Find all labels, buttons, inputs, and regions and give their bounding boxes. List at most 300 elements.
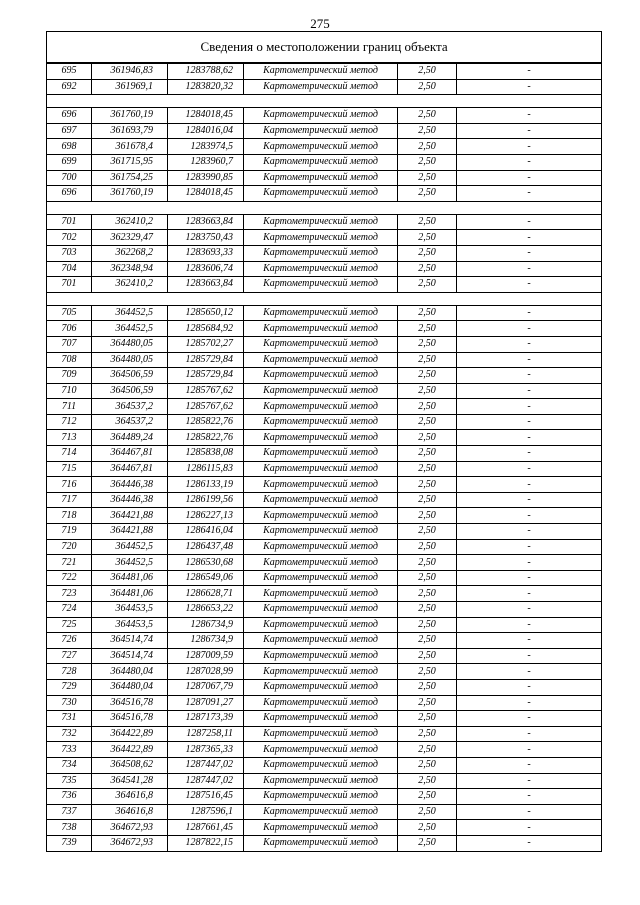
point-number-cell: 719 — [47, 524, 92, 540]
method-cell: Картометрический метод — [244, 570, 398, 586]
y-coordinate-cell: 1285650,12 — [168, 305, 244, 321]
method-cell: Картометрический метод — [244, 446, 398, 462]
x-coordinate-cell: 364506,59 — [92, 383, 168, 399]
note-cell: - — [457, 555, 602, 571]
precision-cell: 2,50 — [398, 277, 457, 293]
method-cell: Картометрический метод — [244, 430, 398, 446]
precision-cell: 2,50 — [398, 186, 457, 202]
precision-cell: 2,50 — [398, 123, 457, 139]
table-row — [47, 461, 602, 477]
method-cell: Картометрический метод — [244, 773, 398, 789]
note-cell: - — [457, 679, 602, 695]
note-cell: - — [457, 186, 602, 202]
x-coordinate-cell: 364480,05 — [92, 352, 168, 368]
point-number-cell: 697 — [47, 123, 92, 139]
point-number-cell: 736 — [47, 789, 92, 805]
note-cell: - — [457, 477, 602, 493]
x-coordinate-cell: 364514,74 — [92, 648, 168, 664]
table-row — [47, 154, 602, 170]
method-cell: Картометрический метод — [244, 79, 398, 95]
note-cell: - — [457, 695, 602, 711]
precision-cell: 2,50 — [398, 820, 457, 836]
method-cell: Картометрический метод — [244, 336, 398, 352]
x-coordinate-cell: 364446,38 — [92, 477, 168, 493]
table-row — [47, 773, 602, 789]
method-cell: Картометрический метод — [244, 245, 398, 261]
method-cell: Картометрический метод — [244, 726, 398, 742]
x-coordinate-cell: 364537,2 — [92, 399, 168, 415]
table-row — [47, 617, 602, 633]
x-coordinate-cell: 364452,5 — [92, 539, 168, 555]
note-cell: - — [457, 277, 602, 293]
table-title: Сведения о местоположении границ объекта — [47, 32, 602, 64]
note-cell: - — [457, 586, 602, 602]
x-coordinate-cell: 364541,28 — [92, 773, 168, 789]
method-cell: Картометрический метод — [244, 679, 398, 695]
method-cell: Картометрический метод — [244, 352, 398, 368]
precision-cell: 2,50 — [398, 633, 457, 649]
point-number-cell: 701 — [47, 277, 92, 293]
y-coordinate-cell: 1283820,32 — [168, 79, 244, 95]
x-coordinate-cell: 364481,06 — [92, 586, 168, 602]
point-number-cell: 695 — [47, 63, 92, 79]
point-number-cell: 724 — [47, 602, 92, 618]
y-coordinate-cell: 1286133,19 — [168, 477, 244, 493]
precision-cell: 2,50 — [398, 321, 457, 337]
y-coordinate-cell: 1286416,04 — [168, 524, 244, 540]
method-cell: Картометрический метод — [244, 524, 398, 540]
point-number-cell: 702 — [47, 230, 92, 246]
precision-cell: 2,50 — [398, 555, 457, 571]
x-coordinate-cell: 364672,93 — [92, 820, 168, 836]
method-cell: Картометрический метод — [244, 492, 398, 508]
x-coordinate-cell: 364672,93 — [92, 835, 168, 851]
table-row — [47, 757, 602, 773]
x-coordinate-cell: 364452,5 — [92, 321, 168, 337]
method-cell: Картометрический метод — [244, 368, 398, 384]
method-cell: Картометрический метод — [244, 695, 398, 711]
y-coordinate-cell: 1286549,06 — [168, 570, 244, 586]
point-number-cell: 692 — [47, 79, 92, 95]
method-cell: Картометрический метод — [244, 633, 398, 649]
table-row — [47, 352, 602, 368]
note-cell: - — [457, 446, 602, 462]
method-cell: Картометрический метод — [244, 539, 398, 555]
table-row — [47, 186, 602, 202]
point-number-cell: 729 — [47, 679, 92, 695]
group-separator-row — [47, 95, 602, 108]
table-row — [47, 508, 602, 524]
method-cell: Картометрический метод — [244, 586, 398, 602]
table-row — [47, 664, 602, 680]
y-coordinate-cell: 1285822,76 — [168, 414, 244, 430]
method-cell: Картометрический метод — [244, 414, 398, 430]
table-row — [47, 214, 602, 230]
x-coordinate-cell: 364452,5 — [92, 305, 168, 321]
precision-cell: 2,50 — [398, 711, 457, 727]
x-coordinate-cell: 361969,1 — [92, 79, 168, 95]
y-coordinate-cell: 1287173,39 — [168, 711, 244, 727]
note-cell: - — [457, 245, 602, 261]
table-row — [47, 368, 602, 384]
point-number-cell: 725 — [47, 617, 92, 633]
note-cell: - — [457, 524, 602, 540]
note-cell: - — [457, 461, 602, 477]
y-coordinate-cell: 1285729,84 — [168, 368, 244, 384]
point-number-cell: 734 — [47, 757, 92, 773]
x-coordinate-cell: 361760,19 — [92, 108, 168, 124]
method-cell: Картометрический метод — [244, 648, 398, 664]
precision-cell: 2,50 — [398, 757, 457, 773]
table-row — [47, 261, 602, 277]
note-cell: - — [457, 305, 602, 321]
y-coordinate-cell: 1285767,62 — [168, 399, 244, 415]
precision-cell: 2,50 — [398, 726, 457, 742]
table-row — [47, 477, 602, 493]
y-coordinate-cell: 1284018,45 — [168, 108, 244, 124]
x-coordinate-cell: 364480,04 — [92, 664, 168, 680]
precision-cell: 2,50 — [398, 742, 457, 758]
group-separator-row — [47, 201, 602, 214]
point-number-cell: 738 — [47, 820, 92, 836]
y-coordinate-cell: 1286530,68 — [168, 555, 244, 571]
method-cell: Картометрический метод — [244, 757, 398, 773]
method-cell: Картометрический метод — [244, 139, 398, 155]
x-coordinate-cell: 364422,89 — [92, 742, 168, 758]
table-row — [47, 446, 602, 462]
table-row — [47, 820, 602, 836]
y-coordinate-cell: 1284018,45 — [168, 186, 244, 202]
table-row — [47, 633, 602, 649]
x-coordinate-cell: 364537,2 — [92, 414, 168, 430]
point-number-cell: 698 — [47, 139, 92, 155]
y-coordinate-cell: 1284016,04 — [168, 123, 244, 139]
note-cell: - — [457, 430, 602, 446]
note-cell: - — [457, 492, 602, 508]
note-cell: - — [457, 664, 602, 680]
note-cell: - — [457, 230, 602, 246]
precision-cell: 2,50 — [398, 154, 457, 170]
note-cell: - — [457, 321, 602, 337]
y-coordinate-cell: 1283693,33 — [168, 245, 244, 261]
y-coordinate-cell: 1286734,9 — [168, 617, 244, 633]
x-coordinate-cell: 362268,2 — [92, 245, 168, 261]
x-coordinate-cell: 364467,81 — [92, 446, 168, 462]
precision-cell: 2,50 — [398, 446, 457, 462]
x-coordinate-cell: 364489,24 — [92, 430, 168, 446]
y-coordinate-cell: 1287447,02 — [168, 757, 244, 773]
page-number: 275 — [310, 16, 330, 31]
x-coordinate-cell: 364422,89 — [92, 726, 168, 742]
table-row — [47, 586, 602, 602]
point-number-cell: 704 — [47, 261, 92, 277]
point-number-cell: 722 — [47, 570, 92, 586]
x-coordinate-cell: 364452,5 — [92, 555, 168, 571]
x-coordinate-cell: 364480,05 — [92, 336, 168, 352]
y-coordinate-cell: 1283990,85 — [168, 170, 244, 186]
y-coordinate-cell: 1286653,22 — [168, 602, 244, 618]
precision-cell: 2,50 — [398, 586, 457, 602]
table-row — [47, 789, 602, 805]
table-row — [47, 245, 602, 261]
method-cell: Картометрический метод — [244, 63, 398, 79]
x-coordinate-cell: 364467,81 — [92, 461, 168, 477]
precision-cell: 2,50 — [398, 477, 457, 493]
note-cell: - — [457, 214, 602, 230]
method-cell: Картометрический метод — [244, 186, 398, 202]
y-coordinate-cell: 1287661,45 — [168, 820, 244, 836]
x-coordinate-cell: 364453,5 — [92, 602, 168, 618]
precision-cell: 2,50 — [398, 524, 457, 540]
x-coordinate-cell: 361760,19 — [92, 186, 168, 202]
table-row — [47, 742, 602, 758]
precision-cell: 2,50 — [398, 430, 457, 446]
precision-cell: 2,50 — [398, 664, 457, 680]
y-coordinate-cell: 1286115,83 — [168, 461, 244, 477]
table-row — [47, 321, 602, 337]
point-number-cell: 711 — [47, 399, 92, 415]
y-coordinate-cell: 1283960,7 — [168, 154, 244, 170]
y-coordinate-cell: 1286437,48 — [168, 539, 244, 555]
note-cell: - — [457, 414, 602, 430]
x-coordinate-cell: 361754,25 — [92, 170, 168, 186]
method-cell: Картометрический метод — [244, 555, 398, 571]
precision-cell: 2,50 — [398, 63, 457, 79]
y-coordinate-cell: 1286227,13 — [168, 508, 244, 524]
method-cell: Картометрический метод — [244, 664, 398, 680]
y-coordinate-cell: 1287365,33 — [168, 742, 244, 758]
x-coordinate-cell: 362410,2 — [92, 277, 168, 293]
x-coordinate-cell: 364616,8 — [92, 804, 168, 820]
x-coordinate-cell: 364506,59 — [92, 368, 168, 384]
y-coordinate-cell: 1287822,15 — [168, 835, 244, 851]
x-coordinate-cell: 362348,94 — [92, 261, 168, 277]
note-cell: - — [457, 617, 602, 633]
point-number-cell: 726 — [47, 633, 92, 649]
group-separator-row — [47, 292, 602, 305]
x-coordinate-cell: 361693,79 — [92, 123, 168, 139]
method-cell: Картометрический метод — [244, 602, 398, 618]
note-cell: - — [457, 108, 602, 124]
method-cell: Картометрический метод — [244, 835, 398, 851]
table-row — [47, 63, 602, 79]
precision-cell: 2,50 — [398, 508, 457, 524]
point-number-cell: 705 — [47, 305, 92, 321]
table-row — [47, 804, 602, 820]
note-cell: - — [457, 508, 602, 524]
table-row — [47, 835, 602, 851]
method-cell: Картометрический метод — [244, 820, 398, 836]
precision-cell: 2,50 — [398, 617, 457, 633]
y-coordinate-cell: 1285822,76 — [168, 430, 244, 446]
y-coordinate-cell: 1287447,02 — [168, 773, 244, 789]
point-number-cell: 708 — [47, 352, 92, 368]
y-coordinate-cell: 1287258,11 — [168, 726, 244, 742]
precision-cell: 2,50 — [398, 804, 457, 820]
x-coordinate-cell: 364481,06 — [92, 570, 168, 586]
precision-cell: 2,50 — [398, 695, 457, 711]
note-cell: - — [457, 789, 602, 805]
group-separator-cell — [47, 292, 602, 305]
table-row — [47, 430, 602, 446]
precision-cell: 2,50 — [398, 245, 457, 261]
note-cell: - — [457, 352, 602, 368]
method-cell: Картометрический метод — [244, 214, 398, 230]
point-number-cell: 703 — [47, 245, 92, 261]
point-number-cell: 714 — [47, 446, 92, 462]
table-row — [47, 570, 602, 586]
method-cell: Картометрический метод — [244, 461, 398, 477]
note-cell: - — [457, 336, 602, 352]
note-cell: - — [457, 726, 602, 742]
table-row — [47, 123, 602, 139]
y-coordinate-cell: 1286628,71 — [168, 586, 244, 602]
note-cell: - — [457, 539, 602, 555]
precision-cell: 2,50 — [398, 773, 457, 789]
point-number-cell: 735 — [47, 773, 92, 789]
method-cell: Картометрический метод — [244, 742, 398, 758]
y-coordinate-cell: 1285767,62 — [168, 383, 244, 399]
method-cell: Картометрический метод — [244, 508, 398, 524]
table-title-row — [47, 32, 602, 64]
point-number-cell: 733 — [47, 742, 92, 758]
y-coordinate-cell: 1283663,84 — [168, 277, 244, 293]
point-number-cell: 720 — [47, 539, 92, 555]
precision-cell: 2,50 — [398, 139, 457, 155]
precision-cell: 2,50 — [398, 835, 457, 851]
y-coordinate-cell: 1287596,1 — [168, 804, 244, 820]
note-cell: - — [457, 170, 602, 186]
point-number-cell: 706 — [47, 321, 92, 337]
y-coordinate-cell: 1287516,45 — [168, 789, 244, 805]
boundary-coordinates-table — [46, 31, 602, 852]
point-number-cell: 717 — [47, 492, 92, 508]
method-cell: Картометрический метод — [244, 477, 398, 493]
x-coordinate-cell: 362410,2 — [92, 214, 168, 230]
x-coordinate-cell: 364480,04 — [92, 679, 168, 695]
precision-cell: 2,50 — [398, 352, 457, 368]
point-number-cell: 723 — [47, 586, 92, 602]
table-row — [47, 139, 602, 155]
note-cell: - — [457, 570, 602, 586]
x-coordinate-cell: 362329,47 — [92, 230, 168, 246]
precision-cell: 2,50 — [398, 679, 457, 695]
method-cell: Картометрический метод — [244, 170, 398, 186]
table-row — [47, 648, 602, 664]
point-number-cell: 731 — [47, 711, 92, 727]
precision-cell: 2,50 — [398, 108, 457, 124]
point-number-cell: 699 — [47, 154, 92, 170]
point-number-cell: 696 — [47, 108, 92, 124]
y-coordinate-cell: 1286199,56 — [168, 492, 244, 508]
precision-cell: 2,50 — [398, 602, 457, 618]
point-number-cell: 696 — [47, 186, 92, 202]
y-coordinate-cell: 1286734,9 — [168, 633, 244, 649]
point-number-cell: 712 — [47, 414, 92, 430]
method-cell: Картометрический метод — [244, 277, 398, 293]
note-cell: - — [457, 399, 602, 415]
table-row — [47, 726, 602, 742]
precision-cell: 2,50 — [398, 539, 457, 555]
y-coordinate-cell: 1285729,84 — [168, 352, 244, 368]
note-cell: - — [457, 79, 602, 95]
table-body — [47, 32, 602, 852]
y-coordinate-cell: 1287067,79 — [168, 679, 244, 695]
table-row — [47, 277, 602, 293]
precision-cell: 2,50 — [398, 170, 457, 186]
precision-cell: 2,50 — [398, 414, 457, 430]
point-number-cell: 721 — [47, 555, 92, 571]
precision-cell: 2,50 — [398, 570, 457, 586]
y-coordinate-cell: 1283750,43 — [168, 230, 244, 246]
method-cell: Картометрический метод — [244, 804, 398, 820]
point-number-cell: 713 — [47, 430, 92, 446]
point-number-cell: 727 — [47, 648, 92, 664]
method-cell: Картометрический метод — [244, 154, 398, 170]
method-cell: Картометрический метод — [244, 108, 398, 124]
table-row — [47, 79, 602, 95]
y-coordinate-cell: 1283788,62 — [168, 63, 244, 79]
y-coordinate-cell: 1285684,92 — [168, 321, 244, 337]
table-row — [47, 602, 602, 618]
note-cell: - — [457, 711, 602, 727]
precision-cell: 2,50 — [398, 214, 457, 230]
note-cell: - — [457, 261, 602, 277]
method-cell: Картометрический метод — [244, 305, 398, 321]
method-cell: Картометрический метод — [244, 789, 398, 805]
precision-cell: 2,50 — [398, 368, 457, 384]
method-cell: Картометрический метод — [244, 123, 398, 139]
note-cell: - — [457, 804, 602, 820]
y-coordinate-cell: 1287028,99 — [168, 664, 244, 680]
table-row — [47, 305, 602, 321]
method-cell: Картометрический метод — [244, 399, 398, 415]
x-coordinate-cell: 364421,88 — [92, 508, 168, 524]
method-cell: Картометрический метод — [244, 617, 398, 633]
table-row — [47, 414, 602, 430]
precision-cell: 2,50 — [398, 461, 457, 477]
method-cell: Картометрический метод — [244, 261, 398, 277]
y-coordinate-cell: 1287009,59 — [168, 648, 244, 664]
precision-cell: 2,50 — [398, 789, 457, 805]
x-coordinate-cell: 361946,83 — [92, 63, 168, 79]
precision-cell: 2,50 — [398, 492, 457, 508]
point-number-cell: 732 — [47, 726, 92, 742]
note-cell: - — [457, 154, 602, 170]
precision-cell: 2,50 — [398, 648, 457, 664]
point-number-cell: 737 — [47, 804, 92, 820]
table-row — [47, 170, 602, 186]
method-cell: Картометрический метод — [244, 711, 398, 727]
method-cell: Картометрический метод — [244, 230, 398, 246]
x-coordinate-cell: 364446,38 — [92, 492, 168, 508]
y-coordinate-cell: 1285838,08 — [168, 446, 244, 462]
point-number-cell: 728 — [47, 664, 92, 680]
x-coordinate-cell: 364421,88 — [92, 524, 168, 540]
note-cell: - — [457, 139, 602, 155]
note-cell: - — [457, 757, 602, 773]
table-row — [47, 108, 602, 124]
precision-cell: 2,50 — [398, 399, 457, 415]
note-cell: - — [457, 820, 602, 836]
note-cell: - — [457, 63, 602, 79]
table-row — [47, 383, 602, 399]
precision-cell: 2,50 — [398, 383, 457, 399]
y-coordinate-cell: 1283974,5 — [168, 139, 244, 155]
y-coordinate-cell: 1283606,74 — [168, 261, 244, 277]
point-number-cell: 710 — [47, 383, 92, 399]
table-row — [47, 524, 602, 540]
